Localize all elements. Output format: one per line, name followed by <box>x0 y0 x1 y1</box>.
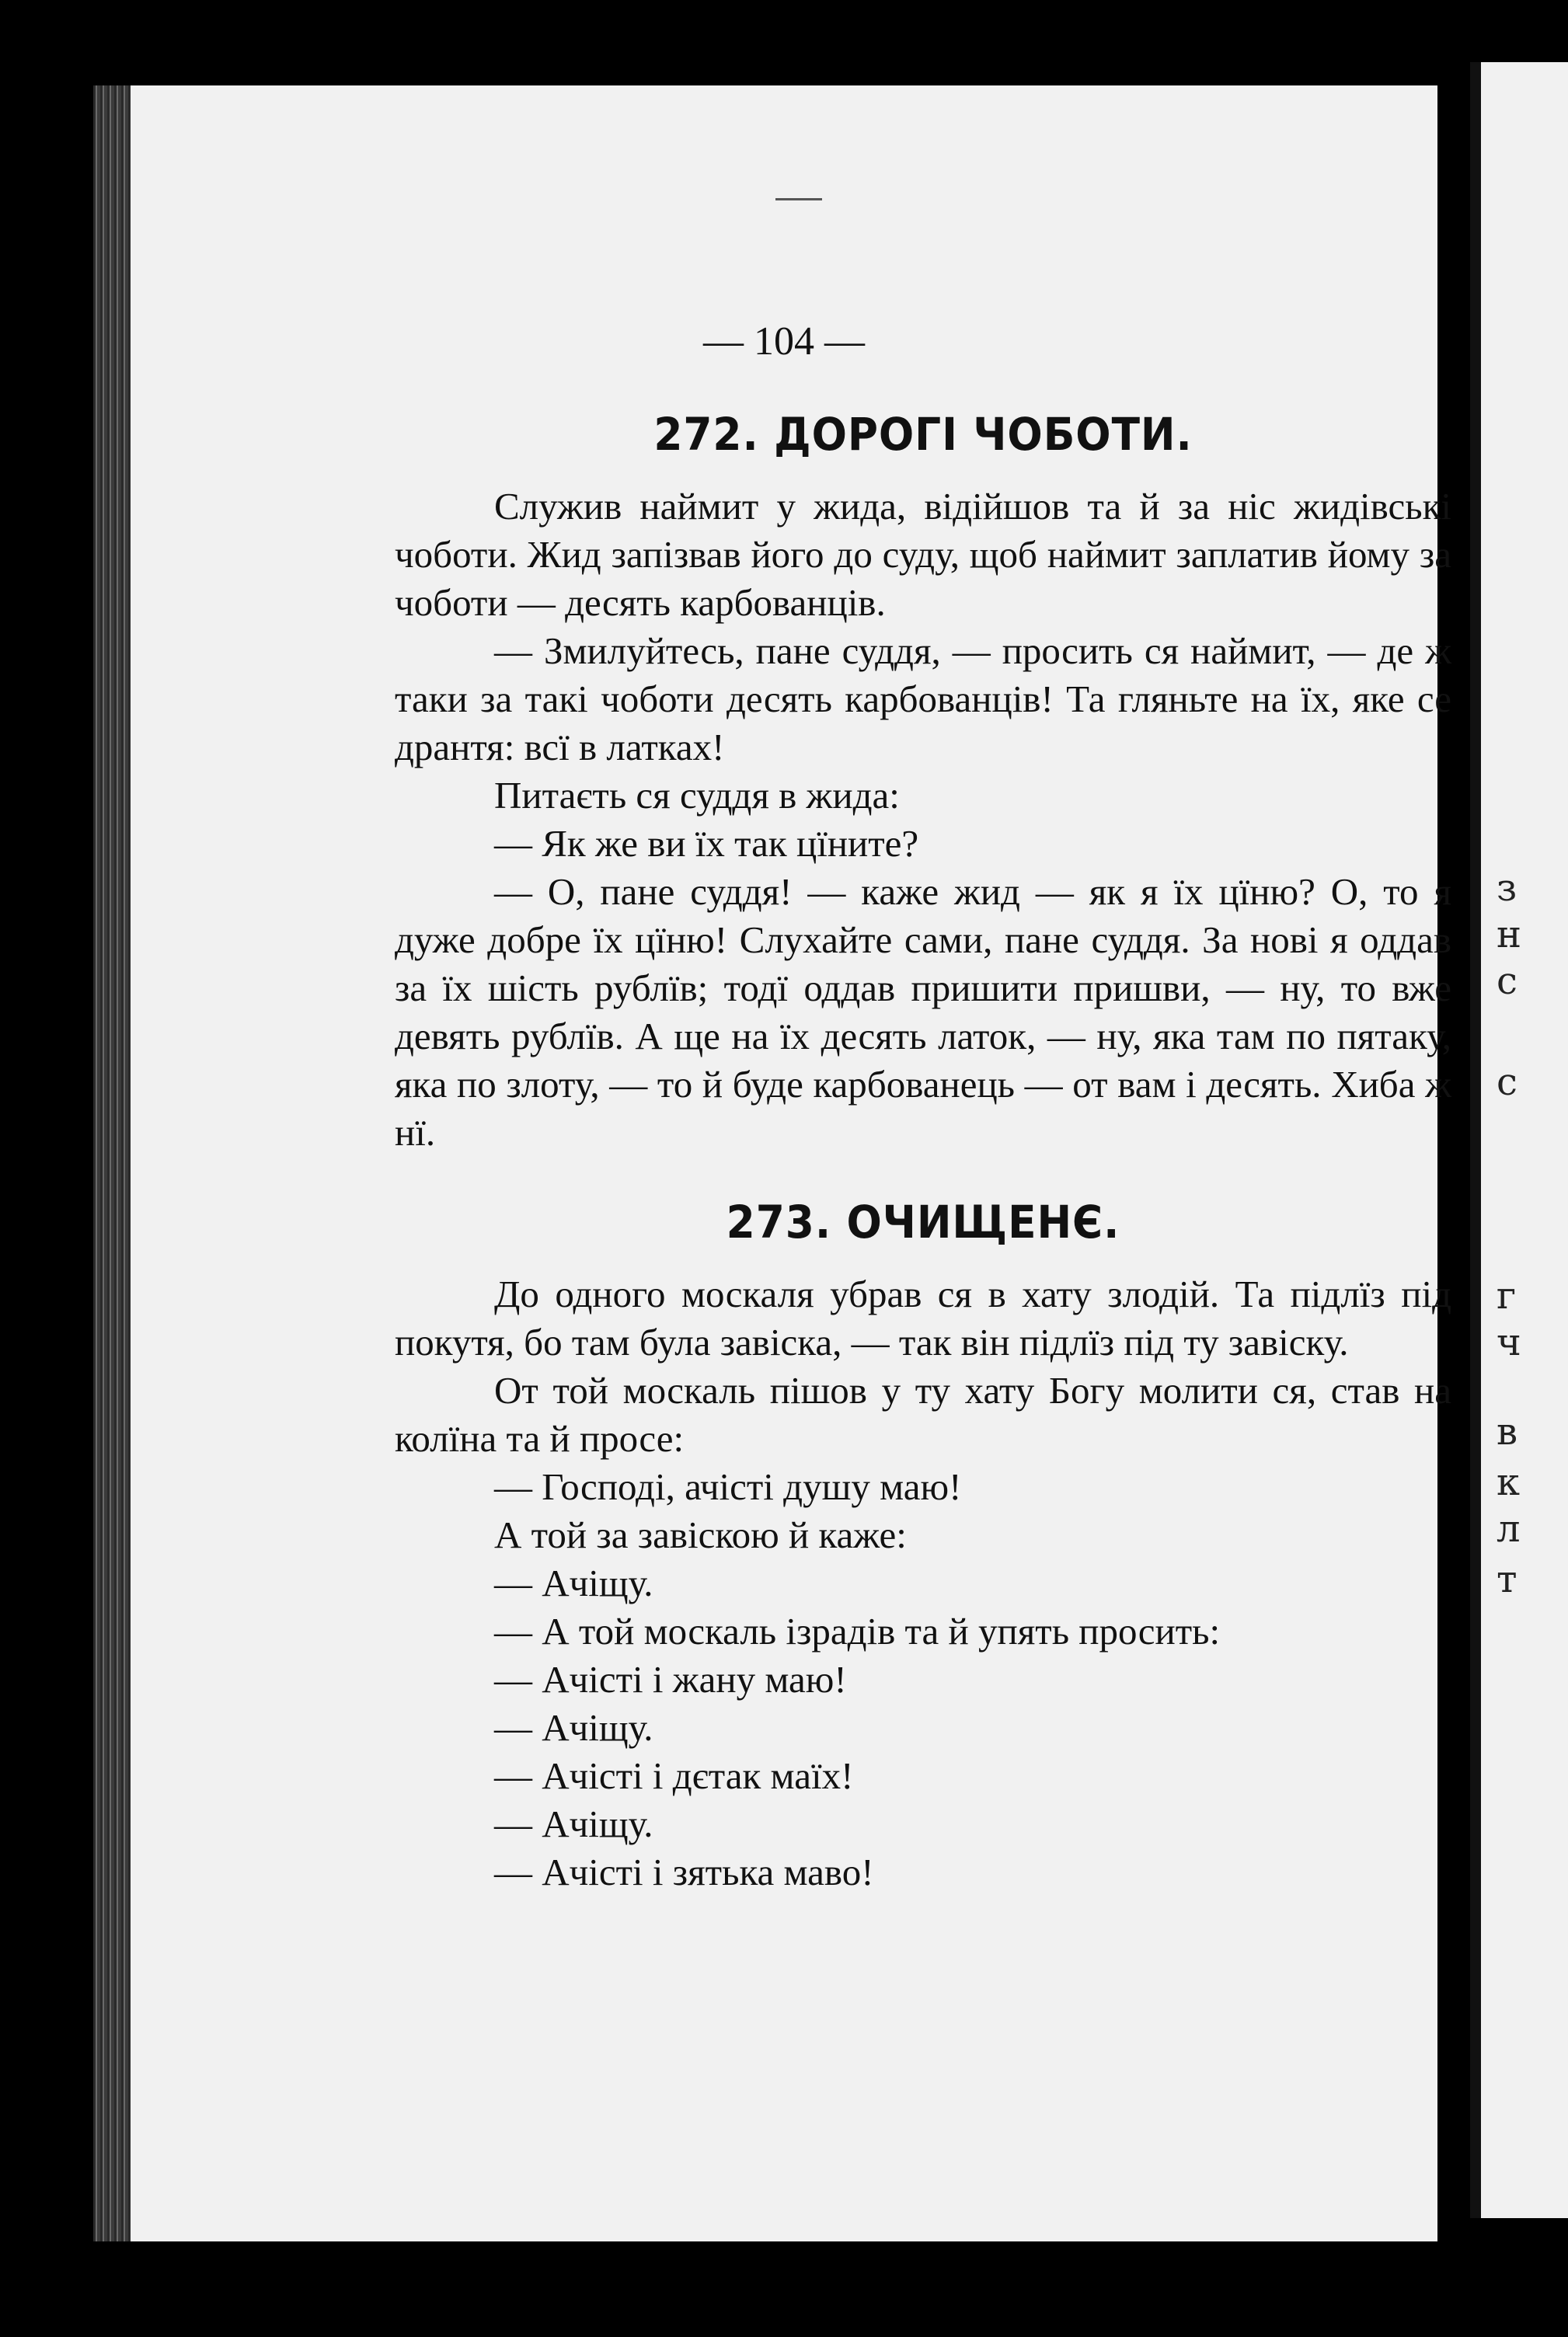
paragraph: — Ачіщу. <box>494 1802 653 1845</box>
story-title-272: 272. ДОРОГІ ЧОБОТИ. <box>653 408 1193 461</box>
edge-text-fragment: с <box>1497 1061 1517 1104</box>
paragraph: — Ачісті і жану маю! <box>494 1658 847 1701</box>
book-page-right-edge <box>1470 62 1568 2218</box>
edge-text-fragment: ч <box>1497 1321 1521 1364</box>
paragraph: — Ачіщу. <box>494 1706 653 1749</box>
paragraph: Служив наймит у жида, відійшов та й за ніс жидівські чоботи. Жид запізвав його до суду, щоб наймит заплатив йому за чоботи — десять карбованців. <box>395 485 1451 624</box>
paragraph: — О, пане суддя! — каже жид — як я їх цїню? О, то я дуже добре їх цїню! Слухайте сами, пане суддя. За нові я оддав за їх шість рублїв; тодї оддав пришити пришви, — ну, то вже девять рублїв. А ще на їх десять латок, — ну, яка там по пятаку, яка по злоту, — то й буде карбованець — от вам і десять. Хиба ж нї. <box>395 870 1451 1154</box>
paragraph: — А той москаль ізрадів та й упять просить: <box>494 1610 1221 1653</box>
edge-text-fragment: л <box>1497 1507 1521 1551</box>
book-page-left <box>93 85 1451 2241</box>
paragraph: — Ачіщу. <box>494 1562 653 1604</box>
edge-text-fragment: з <box>1497 866 1517 910</box>
paragraph: А той за завіскою й каже: <box>494 1513 907 1556</box>
paragraph: Питаєть ся суддя в жида: <box>494 774 900 817</box>
edge-text-fragment: к <box>1497 1461 1520 1504</box>
story-title-273: 273. ОЧИЩЕНЄ. <box>726 1196 1120 1249</box>
edge-text-fragment: г <box>1497 1274 1517 1318</box>
paragraph: — Змилуйтесь, пане суддя, — просить ся наймит, — де ж таки за такі чоботи десять карбованців! Та гляньте на їх, яке се дрантя: всї в латках! <box>395 629 1451 768</box>
scan-mark <box>775 198 822 200</box>
edge-text-fragment: в <box>1497 1410 1518 1454</box>
paragraph: — Господі, ачісті душу маю! <box>494 1465 962 1508</box>
edge-text-fragment: с <box>1497 960 1517 1003</box>
text-column <box>395 408 1451 1896</box>
paragraph: — Ачісті і дєтак маїх! <box>494 1754 854 1797</box>
paragraph: До одного москаля убрав ся в хату злодій. Та підлїз під покутя, бо там була завіска, — так він підлїз під ту завіску. <box>395 1273 1451 1364</box>
paragraph: — Як же ви їх так цїните? <box>494 822 919 865</box>
page-number: — 104 — <box>703 319 865 364</box>
edge-text-fragment: т <box>1497 1558 1517 1601</box>
paragraph: От той москаль пішов у ту хату Богу молити ся, став на колїна та й просе: <box>395 1369 1451 1460</box>
paragraph: — Ачісті і зятька маво! <box>494 1851 874 1893</box>
edge-text-fragment: н <box>1497 913 1521 956</box>
